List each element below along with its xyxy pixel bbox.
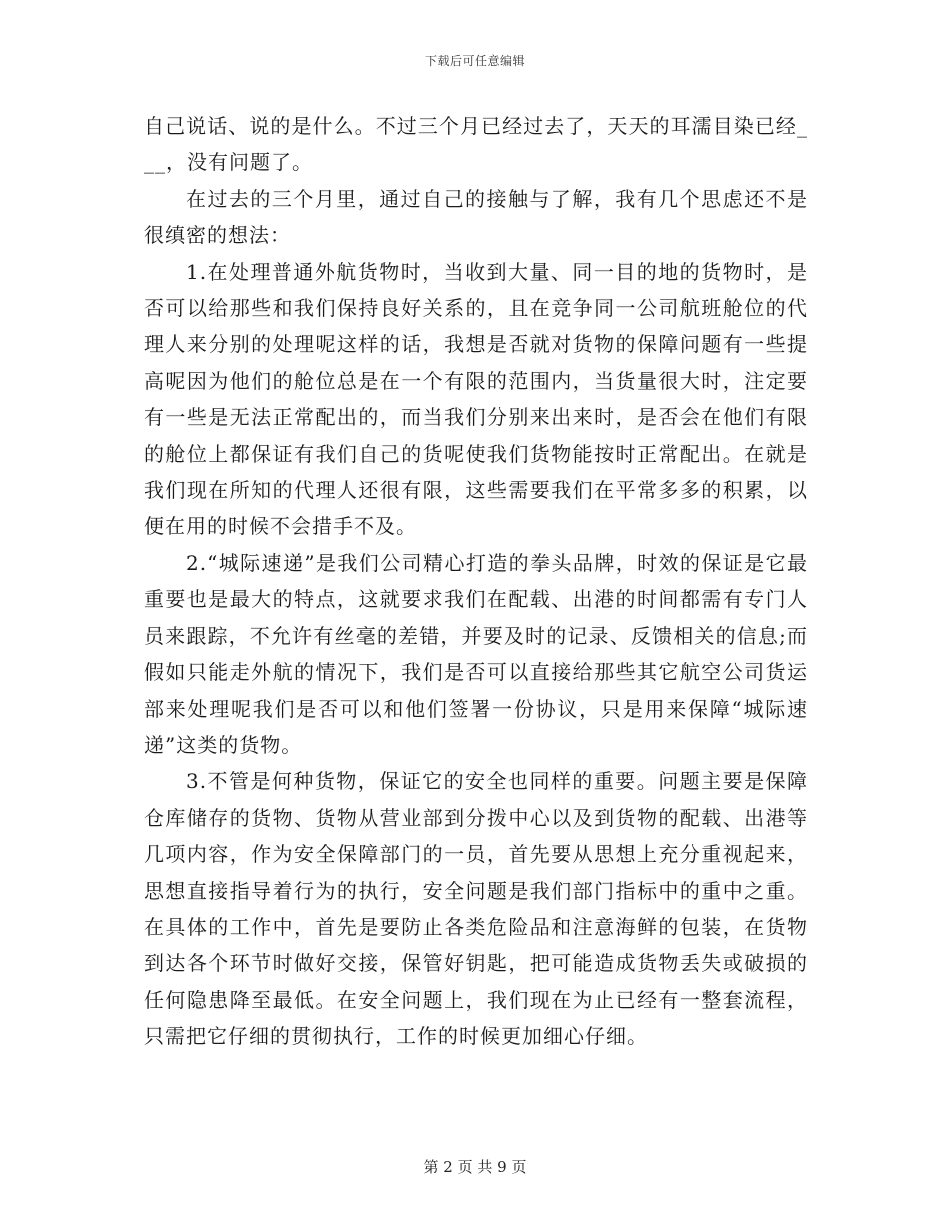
- paragraph-intro: 在过去的三个月里，通过自己的接触与了解，我有几个思虑还不是很缜密的想法：: [144, 186, 808, 248]
- paragraph-point-1: 1.在处理普通外航货物时，当收到大量、同一目的地的货物时，是否可以给那些和我们保持良好关系的，且在竞争同一公司航班舱位的代理人来分别的处理呢这样的话，我想是否就对货物的保障问题有一些提高呢因为他们的舱位总是在一个有限的范围内，当货量很大时，注定要有一些是无法正常配出的，而当我们分别来出来时，是否会在他们有限的舱位上都保证有我们自己的货呢使我们货物能按时正常配出。在就是我们现在所知的代理人还很有限，这些需要我们在平常多多的积累，以便在用的时候不会措手不及。: [144, 259, 808, 539]
- page-header-note: 下载后可任意编辑: [424, 54, 525, 68]
- paragraph-continuation: 自己说话、说的是什么。不过三个月已经过去了，天天的耳濡目染已经___，没有问题了。: [144, 114, 808, 175]
- paragraph-point-3: 3.不管是何种货物，保证它的安全也同样的重要。问题主要是保障仓库储存的货物、货物从营业部到分拨中心以及到货物的配载、出港等几项内容，作为安全保障部门的一员，首先要从思想上充分重视起来，思想直接指导着行为的执行，安全问题是我们部门指标中的重中之重。在具体的工作中，首先是要防止各类危险品和注意海鲜的包装，在货物到达各个环节时做好交接，保管好钥匙，把可能造成货物丢失或破损的任何隐患降至最低。在安全问题上，我们现在为止已经有一整套流程，只需把它仔细的贯彻执行，工作的时候更加细心仔细。: [144, 769, 808, 1049]
- page-number-footer: 第 2 页 共 9 页: [423, 1158, 527, 1176]
- document-body: [144, 108, 808, 1055]
- paragraph-point-2: 2.“城际速递”是我们公司精心打造的拳头品牌，时效的保证是它最重要也是最大的特点，这就要求我们在配载、出港的时间都需有专门人员来跟踪，不允许有丝毫的差错，并要及时的记录、反馈相关的信息;而假如只能走外航的情况下，我们是否可以直接给那些其它航空公司货运部来处理呢我们是否可以和他们签署一份协议，只是用来保障“城际速递”这类的货物。: [144, 550, 808, 757]
